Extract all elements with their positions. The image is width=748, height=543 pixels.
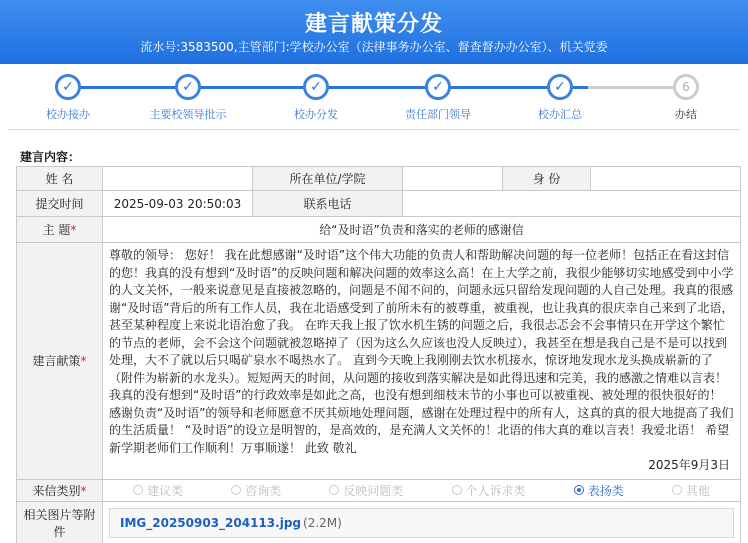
phone-label: 联系电话 [253, 191, 403, 217]
section-title: 建言内容： [20, 150, 81, 164]
step-label: 校办分发 [294, 108, 338, 121]
step-label: 责任部门领导 [405, 108, 471, 121]
identity-value [591, 167, 741, 191]
radio-icon [133, 485, 143, 495]
step-1 [18, 74, 118, 122]
category-option-praise[interactable] [574, 482, 624, 499]
content-date: 2025年9月3日 [648, 458, 730, 472]
step-4 [388, 74, 488, 122]
category-option-personal[interactable] [452, 482, 526, 499]
category-option-report[interactable] [329, 482, 403, 499]
unit-value [403, 167, 503, 191]
name-label: 姓 名 [17, 167, 103, 191]
category-option-label: 其他 [685, 483, 710, 498]
category-option-label: 表扬类 [587, 483, 624, 498]
category-option-other[interactable] [672, 482, 710, 499]
step-6 [636, 74, 736, 122]
step-5 [510, 74, 610, 122]
radio-icon [231, 485, 241, 495]
subject-label: 主 题 * [17, 217, 103, 243]
category-options [103, 479, 741, 501]
step-2 [138, 74, 238, 122]
content-cell [103, 243, 741, 480]
page-title: 建言献策分发 [304, 12, 443, 37]
attachment-cell [103, 501, 741, 543]
content-body: 尊敬的领导： 您好！ 我在此想感谢“及时语”这个伟大功能的负责人和帮助解决问题的每一位老师！包括正在看这封信的您！我真的没有想到“及时语”的反映问题和解决问题的效率这么高！在上大学之前，我很少能够切实地感受到中小学的人文关怀，一般来说意见是直接被忽略的，问题是不闻不问的，问题永远只留给发现问题的人自己处理。我真的很感谢“及时语”背后的所有工作人员，我在北语感受到了前所未有的被尊重，被重视，也让我真的很庆幸自己来到了北语，甚至某种程度上来说北语治愈了我。 在昨天我上报了饮水机生锈的问题之后，我很忐忑会不会事情只在开学这个繁忙的节点的老师，会不会这个问题就被忽略掉了（因为这么久应该也没人反映过），我甚至在想是我自己是不是可以找到处理，大不了就以后只喝矿泉水不喝热水了。 直到今天晚上我刚刚去饮水机接水，惊讶地发现水龙头换成崭新的了（附件为崭新的水龙头）。短短两天的时间，从问题的接收到落实解决是如此得迅速和完美，我的感激之情难以言表！我真的没有想到“及时语”的行政效率是如此之高，也没有想到细枝末节的小事也可以被重视、被处理的很快很好的！ 感谢负责“及时语”的领导和老师愿意不厌其烦地处理问题，感谢在处理过程中的所有人，这真的真的很大地提高了我们的生活质量！ “及时语”的设立是明智的，是高效的，是充满人文关怀的！北语的伟大真的难以言表！我爱北语！ 希望新学期老师们工作顺利！万事顺遂！ 此致 敬礼 [109, 248, 734, 455]
page-subtitle: 流水号:3583500,主管部门:学校办公室（法律事务办公室、督查督办办公室）、机关党委 [140, 40, 608, 54]
check-icon: ✓ [303, 74, 329, 100]
form-row-subject [17, 217, 741, 243]
subject-value: 给“及时语”负责和落实的老师的感谢信 [103, 217, 741, 243]
category-option-label: 咨询类 [245, 483, 282, 498]
check-icon: ✓ [175, 74, 201, 100]
radio-icon [329, 485, 339, 495]
form-row-content [17, 243, 741, 480]
category-label: 来信类别 * [17, 479, 103, 501]
step-label: 校办接办 [46, 108, 90, 121]
check-icon: ✓ [547, 74, 573, 100]
submit-time-label: 提交时间 [17, 191, 103, 217]
step-label: 校办汇总 [538, 108, 582, 121]
radio-icon [452, 485, 462, 495]
attachment-box [109, 508, 734, 538]
category-option-consult[interactable] [231, 482, 281, 499]
identity-label: 身 份 [503, 167, 591, 191]
category-option-label: 建议类 [147, 483, 184, 498]
step-3 [266, 74, 366, 122]
step-number: 6 [673, 74, 699, 100]
radio-icon [672, 485, 682, 495]
attachment-link[interactable]: IMG_20250903_204113.jpg [120, 515, 302, 530]
unit-label: 所在单位/学院 [253, 167, 403, 191]
form-row-attachment [17, 501, 741, 543]
form-row-category [17, 479, 741, 501]
category-option-label: 个人诉求类 [465, 483, 526, 498]
step-label: 主要校领导批示 [149, 108, 227, 121]
step-label: 办结 [675, 108, 697, 121]
attachment-size: (2.2M) [303, 515, 342, 530]
check-icon: ✓ [55, 74, 81, 100]
form-row-name [17, 167, 741, 191]
name-value [103, 167, 253, 191]
category-option-label: 反映问题类 [343, 483, 404, 498]
phone-value [403, 191, 741, 217]
category-option-suggestion[interactable] [133, 482, 183, 499]
submit-time-value: 2025-09-03 20:50:03 [103, 191, 253, 217]
radio-checked-icon [574, 485, 584, 495]
divider [8, 129, 740, 130]
attachment-label: 相关图片等附件 [17, 501, 103, 543]
suggestion-form [16, 166, 741, 543]
progress-steps [8, 66, 740, 128]
page-header [0, 0, 748, 64]
form-row-time [17, 191, 741, 217]
check-icon: ✓ [425, 74, 451, 100]
content-label: 建言献策 * [17, 243, 103, 480]
